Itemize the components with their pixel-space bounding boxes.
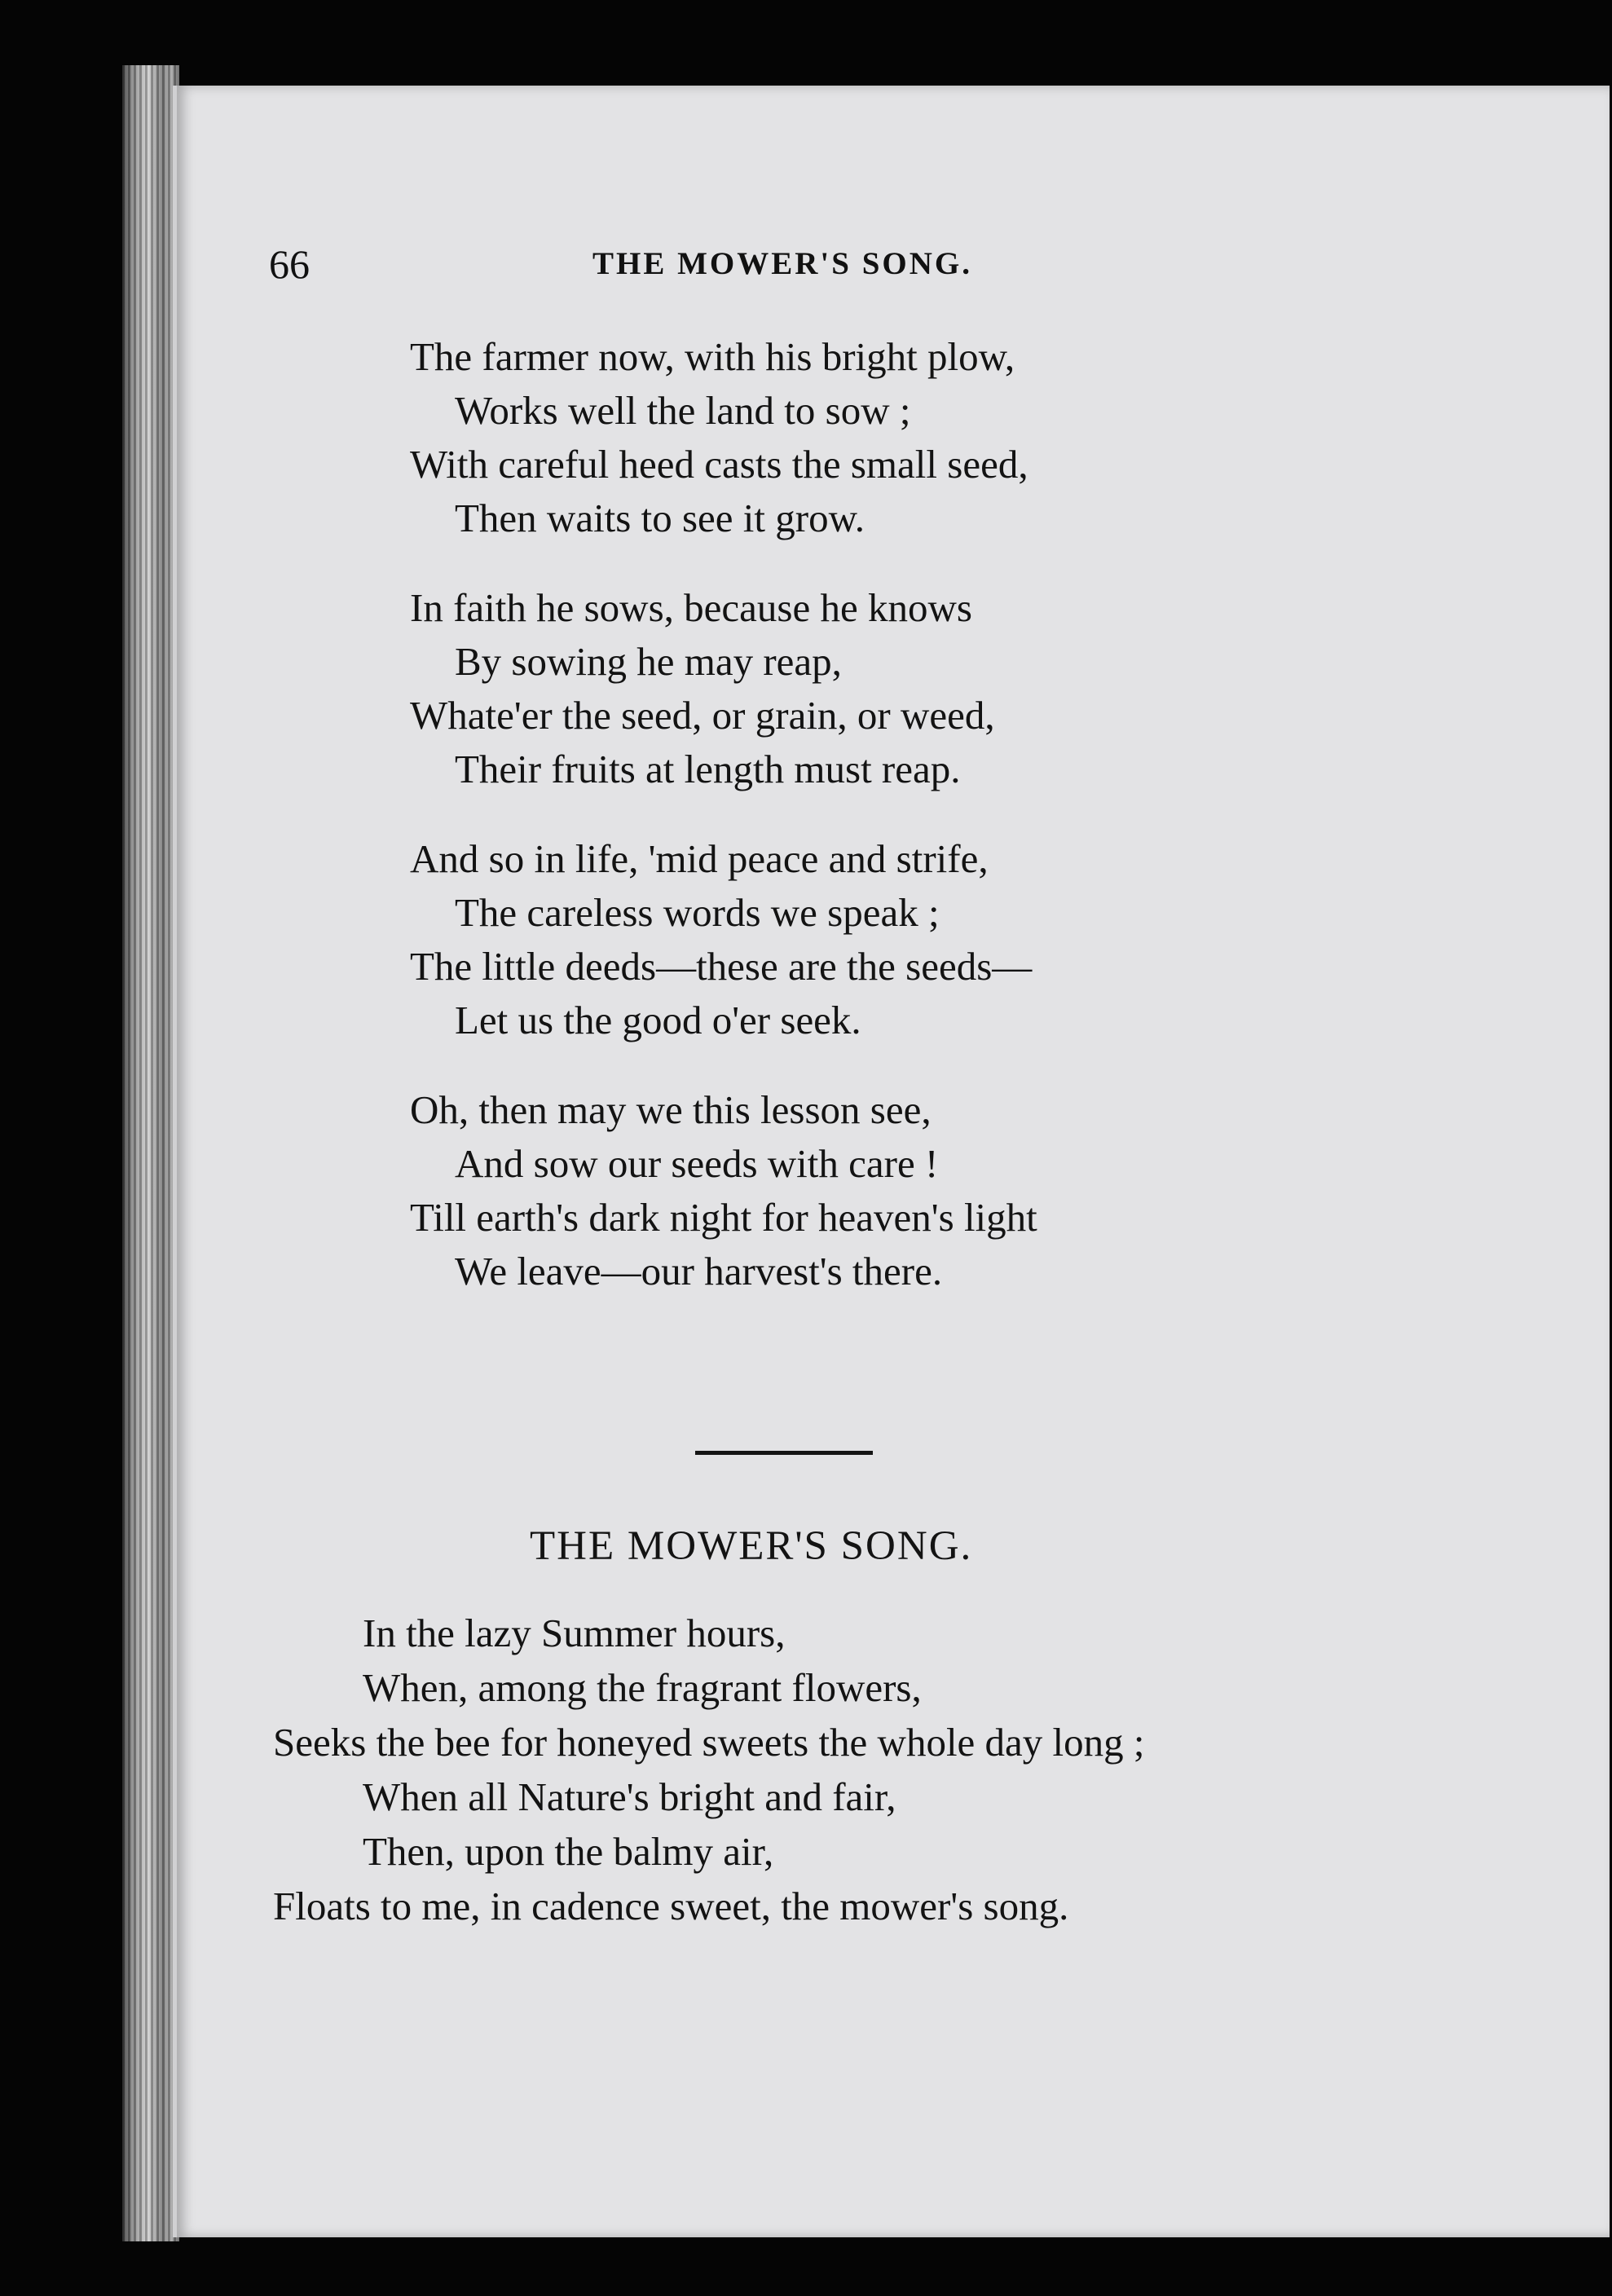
spine-texture xyxy=(122,65,179,2241)
song-title: THE MOWER'S SONG. xyxy=(530,1523,973,1569)
section-divider xyxy=(695,1451,873,1455)
song-body xyxy=(273,1606,1495,1933)
poem-line: With careful heed casts the small seed, xyxy=(410,442,1028,487)
song-line: Then, upon the balmy air, xyxy=(363,1829,774,1874)
poem-line: The careless words we speak ; xyxy=(455,890,940,935)
poem-line: The farmer now, with his bright plow, xyxy=(410,334,1015,379)
stanza xyxy=(410,581,1469,796)
poem-line: Oh, then may we this lesson see, xyxy=(410,1087,932,1132)
song-line: In the lazy Summer hours, xyxy=(363,1611,786,1655)
poem-line: By sowing he may reap, xyxy=(455,639,842,684)
running-header xyxy=(269,240,1165,306)
song-line: When all Nature's bright and fair, xyxy=(363,1774,896,1819)
stanza xyxy=(410,330,1469,545)
poem-line: Till earth's dark night for heaven's light xyxy=(410,1195,1037,1240)
stanza xyxy=(410,832,1469,1047)
running-title: THE MOWER'S SONG. xyxy=(592,246,972,281)
poem-line: In faith he sows, because he knows xyxy=(410,585,972,630)
page-number: 66 xyxy=(269,241,310,287)
poem-line: Let us the good o'er seek. xyxy=(455,998,861,1042)
poem-line: The little deeds—these are the seeds— xyxy=(410,944,1033,989)
song-line: Seeks the bee for honeyed sweets the whole day long ; xyxy=(273,1720,1145,1765)
song-line: Floats to me, in cadence sweet, the mower's song. xyxy=(273,1884,1069,1928)
poem-line: We leave—our harvest's there. xyxy=(455,1249,943,1293)
stanza xyxy=(410,1083,1469,1298)
poem-line: Then waits to see it grow. xyxy=(455,496,865,540)
song-line: When, among the fragrant flowers, xyxy=(363,1665,922,1710)
poem-line: And sow our seeds with care ! xyxy=(455,1141,939,1186)
poem-body xyxy=(410,330,1469,1334)
poem-line: Works well the land to sow ; xyxy=(455,388,911,433)
poem-line: And so in life, 'mid peace and strife, xyxy=(410,836,989,881)
poem-line: Whate'er the seed, or grain, or weed, xyxy=(410,693,995,738)
poem-line: Their fruits at length must reap. xyxy=(455,747,961,791)
book-spine-edge xyxy=(122,65,179,2241)
